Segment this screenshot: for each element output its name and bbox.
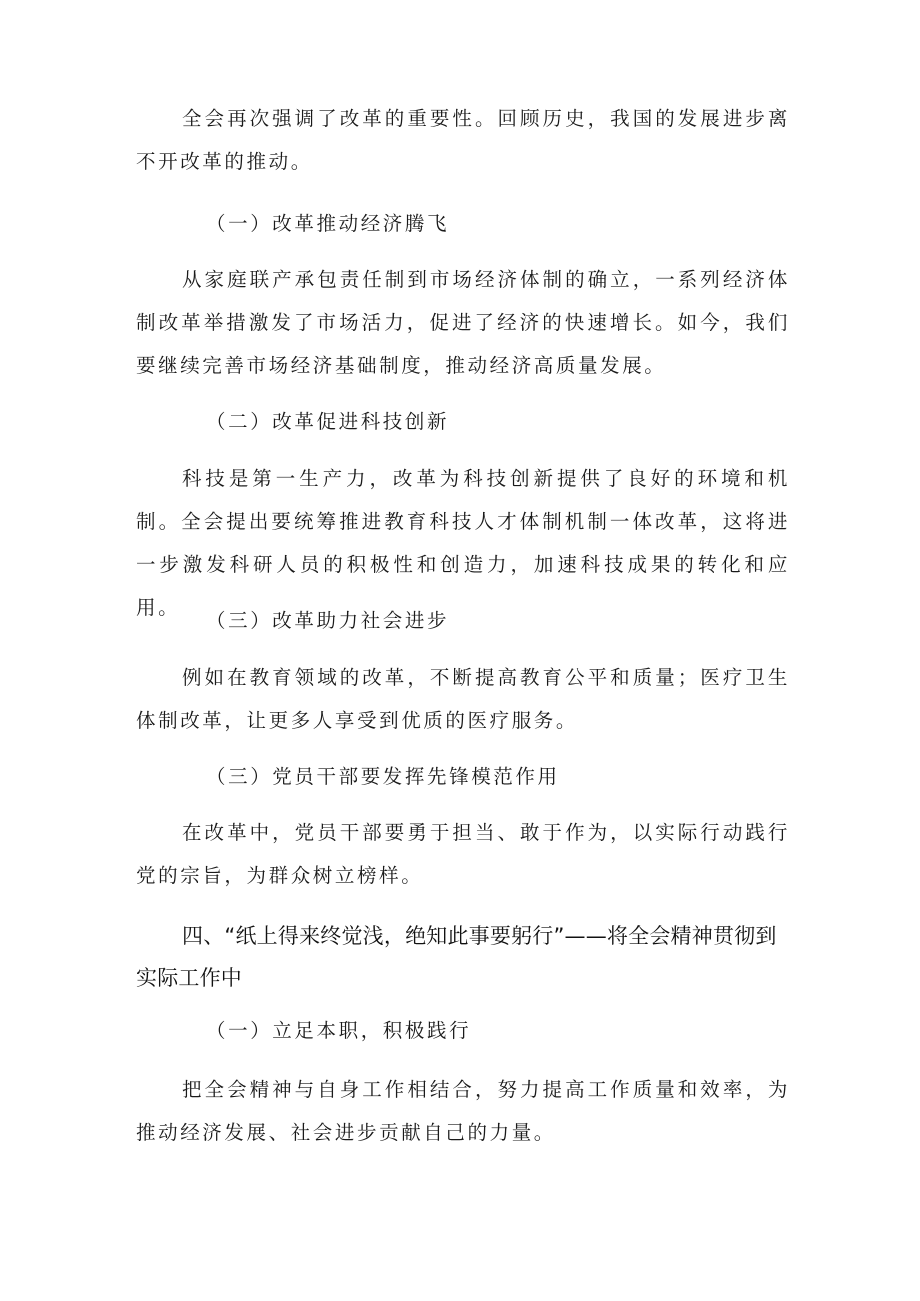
paragraph-reform-importance: 全会再次强调了改革的重要性。回顾历史，我国的发展进步离不开改革的推动。	[136, 107, 790, 173]
subheading-economy: （一）改革推动经济腾飞	[206, 212, 450, 235]
paragraph-technology: 科技是第一生产力，改革为科技创新提供了良好的环境和机制。全会提出要统筹推进教育科技人才体制机制一体改革，这将进一步激发科研人员的积极性和创造力，加速科技成果的转化和应用。	[136, 467, 790, 619]
paragraph-practice: 把全会精神与自身工作相结合，努力提高工作质量和效率，为推动经济发展、社会进步贡献自己的力量。	[136, 1078, 790, 1144]
subheading-practice: （一）立足本职，积极践行	[206, 1019, 472, 1042]
subheading-technology: （二）改革促进科技创新	[206, 410, 450, 433]
paragraph-party-members: 在改革中，党员干部要勇于担当、敢于作为，以实际行动践行党的宗旨，为群众树立榜样。	[136, 821, 790, 887]
paragraph-society: 例如在教育领域的改革，不断提高教育公平和质量；医疗卫生体制改革，让更多人享受到优质的医疗服务。	[136, 666, 790, 732]
subheading-party-members: （三）党员干部要发挥先锋模范作用	[206, 765, 560, 788]
section-heading-four: 四、“纸上得来终觉浅，绝知此事要躬行”——将全会精神贯彻到实际工作中	[136, 924, 777, 990]
subheading-society: （三）改革助力社会进步	[206, 609, 450, 632]
paragraph-economy: 从家庭联产承包责任制到市场经济体制的确立，一系列经济体制改革举措激发了市场活力，促进了经济的快速增长。如今，我们要继续完善市场经济基础制度，推动经济高质量发展。	[136, 268, 790, 377]
